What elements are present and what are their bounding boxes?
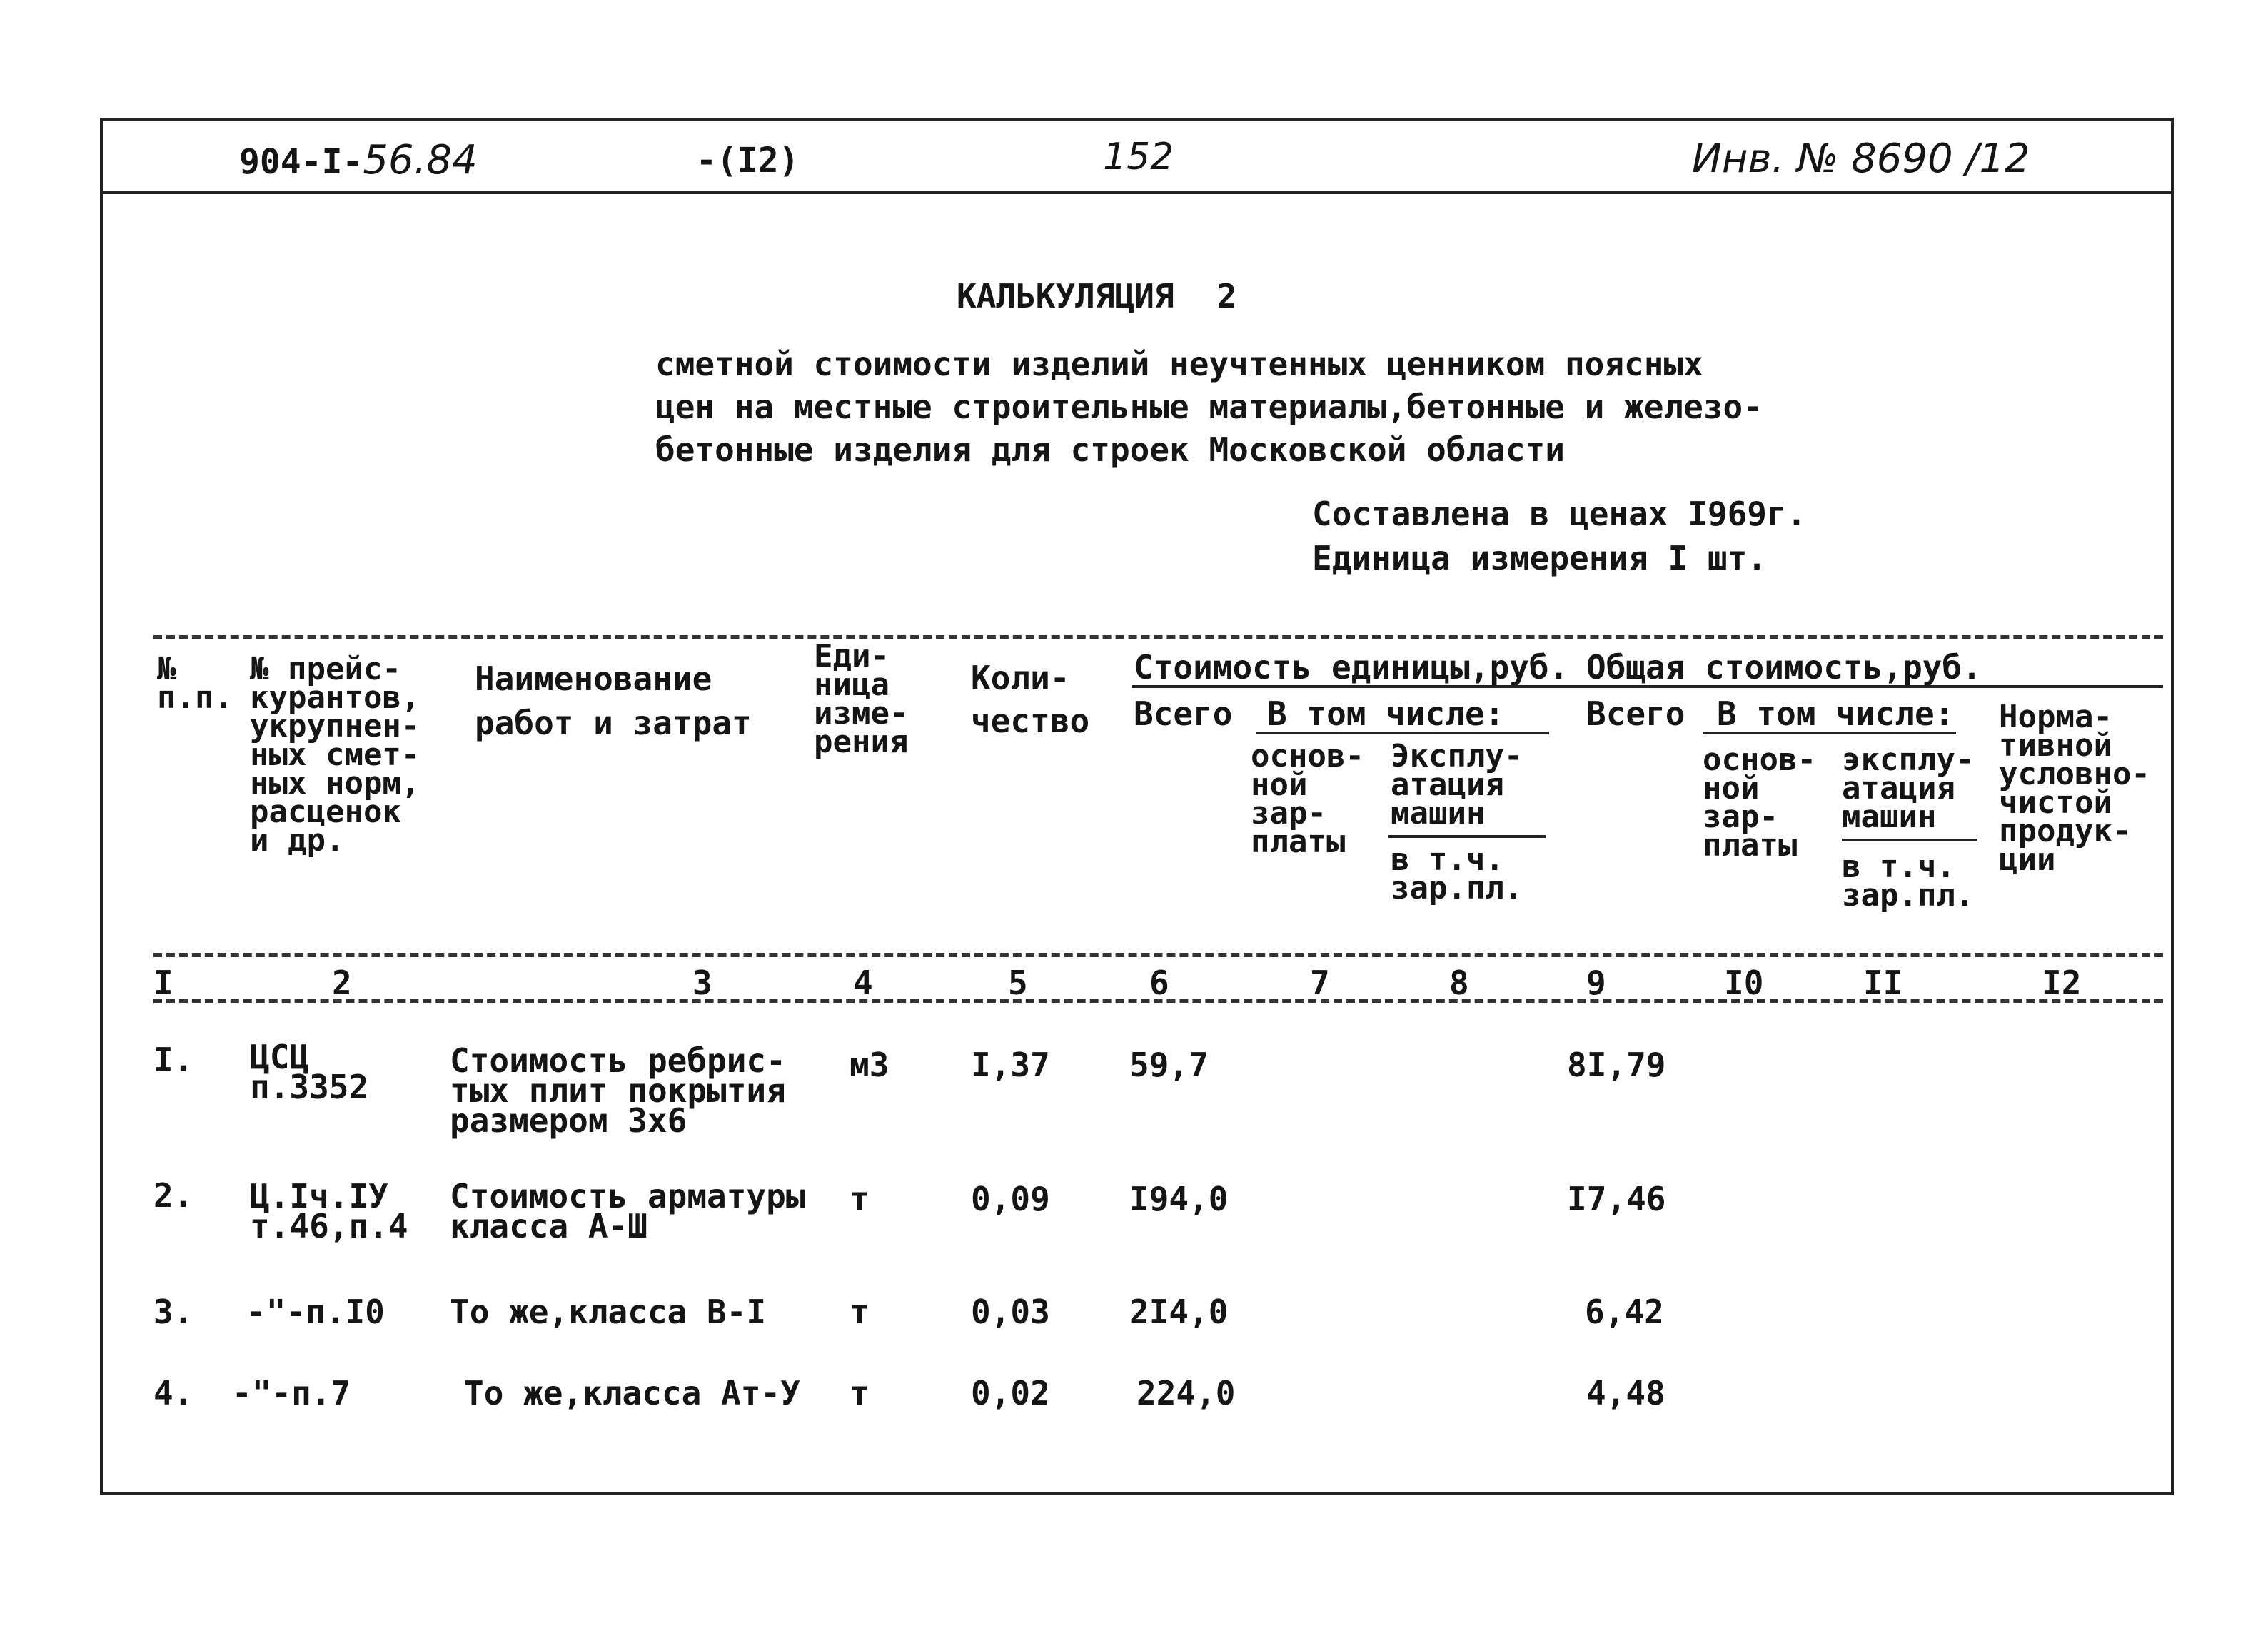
row3-ref: -"-п.I0 (246, 1293, 385, 1331)
inventory-number: Инв. № 8690 /12 (1692, 136, 2030, 182)
row3-qty: 0,03 (971, 1293, 1050, 1331)
row3-total: 6,42 (1585, 1293, 1664, 1331)
header-wages-total: в т.ч. зар.пл. (1842, 849, 1975, 914)
row4-unit-total: 224,0 (1136, 1374, 1236, 1412)
colnum-3: 3 (692, 964, 712, 1002)
header-col5: Коли- чество (971, 659, 1090, 740)
colnum-12: I2 (2042, 964, 2082, 1002)
row4-ref: -"-п.7 (232, 1374, 351, 1412)
colnum-8: 8 (1449, 964, 1469, 1002)
row1-ref: ЦСЦ п.3352 (250, 1038, 369, 1106)
header-incl-total: В том числе: (1717, 694, 1955, 733)
colnum-5: 5 (1008, 964, 1028, 1002)
row2-qty: 0,09 (971, 1180, 1050, 1218)
colnum-1: I (153, 964, 173, 1002)
colnum-7: 7 (1310, 964, 1330, 1002)
row2-num: 2. (153, 1176, 193, 1215)
row4-qty: 0,02 (971, 1374, 1050, 1412)
series-handwritten: 56.84 (363, 137, 478, 183)
header-col2: № прейс- курантов, укрупнен- ных смет- ных норм, расценок и др. (250, 651, 420, 859)
row2-unit-total: I94,0 (1129, 1180, 1229, 1218)
row2-total: I7,46 (1567, 1180, 1666, 1218)
heading-number: 2 (1216, 277, 1237, 315)
row1-total: 8I,79 (1567, 1046, 1666, 1084)
colnum-4: 4 (853, 964, 873, 1002)
colnum-2: 2 (332, 964, 352, 1002)
row1-unit: м3 (850, 1046, 889, 1084)
header-vsego-unit: Всего (1134, 694, 1233, 733)
subtitle-line-1: сметной стоимости изделий неучтенных ценником поясных (655, 345, 1703, 383)
unit-note: Единица измерения I шт. (1312, 539, 1767, 577)
header-unit-cost-group: Стоимость единицы,руб. (1134, 648, 1569, 687)
header-ekspl-unit: Эксплу- атация машин (1391, 738, 1523, 831)
table-top-rule (153, 635, 2163, 639)
document-heading (957, 275, 1236, 318)
colnum-6: 6 (1149, 964, 1169, 1002)
header-col3: Наименование работ и затрат (475, 659, 752, 742)
machines-underline-total (1842, 839, 1977, 841)
heading-text: КАЛЬКУЛЯЦИЯ (957, 277, 1174, 315)
row1-name: Стоимость ребрис- тых плит покрытия размером 3х6 (450, 1041, 786, 1140)
row1-qty: I,37 (971, 1046, 1050, 1084)
row2-name: Стоимость арматуры класса А-Ш (450, 1177, 806, 1245)
prices-note: Составлена в ценах I969г. (1312, 495, 1807, 533)
header-normative: Норма- тивной условно- чистой продук- ции (1999, 699, 2150, 878)
colnum-11: II (1863, 964, 1903, 1002)
row4-unit: т (850, 1374, 870, 1412)
colnum-10: I0 (1724, 964, 1764, 1002)
sheet-code: -(I2) (696, 141, 800, 181)
header-col4: Еди- ница изме- рения (814, 638, 909, 760)
series-print: 904-I- (239, 142, 363, 182)
header-osnov-total: основ- ной зар- платы (1703, 742, 1816, 864)
row4-total: 4,48 (1586, 1374, 1665, 1412)
row4-num: 4. (153, 1374, 193, 1412)
header-ekspl-total: эксплу- атация машин (1842, 742, 1975, 835)
row2-unit: т (850, 1180, 870, 1218)
row3-unit: т (850, 1293, 870, 1331)
header-incl-unit: В том числе: (1267, 694, 1505, 733)
header-bottom-rule (153, 953, 2163, 957)
header-wages-unit: в т.ч. зар.пл. (1391, 841, 1523, 906)
page-number: 152 (1103, 136, 1174, 178)
row3-unit-total: 2I4,0 (1129, 1293, 1229, 1331)
row4-name: То же,класса Ат-У (464, 1374, 800, 1412)
header-osnov-unit: основ- ной зар- платы (1251, 738, 1364, 860)
machines-underline-unit (1388, 835, 1546, 838)
subtitle-line-2: цен на местные строительные материалы,бетонные и железо- (655, 388, 1763, 426)
header-col1: № п.п. (157, 651, 233, 716)
subtitle-line-3: бетонные изделия для строек Московской области (655, 430, 1565, 469)
series-code (239, 139, 478, 183)
header-total-cost-group: Общая стоимость,руб. (1586, 648, 1982, 687)
header-vsego-total: Всего (1586, 694, 1685, 733)
header-rule (103, 191, 2171, 194)
row2-ref: Ц.Iч.IУ т.46,п.4 (250, 1177, 408, 1245)
row3-name: То же,класса В-I (450, 1293, 767, 1331)
row1-num: I. (153, 1041, 193, 1079)
colnum-9: 9 (1586, 964, 1606, 1002)
row1-unit-total: 59,7 (1129, 1046, 1209, 1084)
row3-num: 3. (153, 1293, 193, 1331)
